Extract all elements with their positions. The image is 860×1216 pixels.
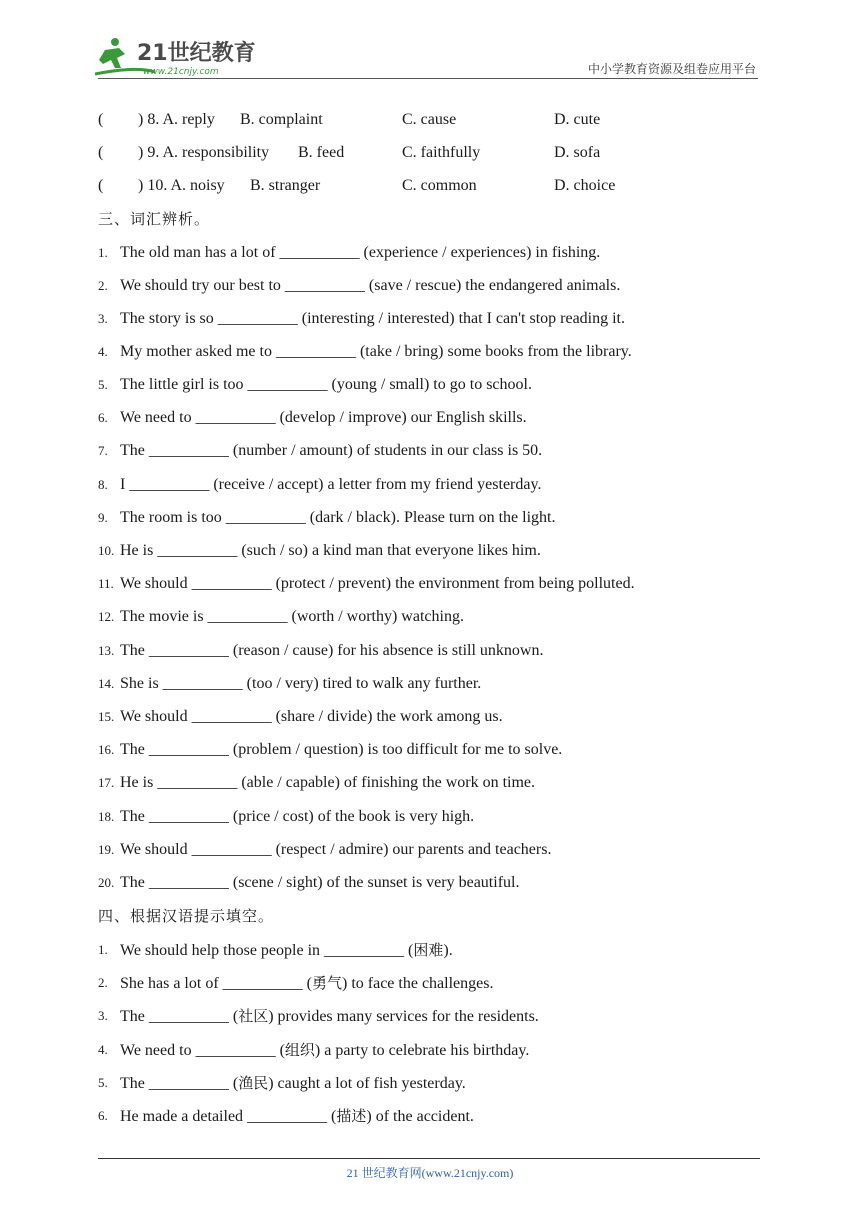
item-number: 1. [98,942,108,957]
list-item [98,674,738,694]
list-item [98,840,738,860]
option-b: B. complaint [240,111,323,128]
option-d: D. cute [554,111,601,128]
item-text [120,940,453,961]
chinese-hint: 社区 [238,1007,269,1025]
item-text [120,1106,474,1127]
item-text-before: The __________ ( [120,1008,239,1025]
item-text: We should __________ (respect / admire) our parents and teachers. [120,841,552,858]
page-header [0,0,860,82]
list-item [98,807,738,827]
item-text-after: ) a party to celebrate his birthday. [314,1042,530,1059]
option-c: C. cause [402,111,457,128]
choice-question [98,110,718,130]
item-text: He is __________ (such / so) a kind man that everyone likes him. [120,542,541,559]
item-text: The __________ (scene / sight) of the sunset is very beautiful. [120,874,520,891]
item-number: 19. [98,842,115,857]
item-number: 5. [98,377,108,392]
option-c: C. faithfully [402,144,481,161]
item-number: 11. [98,576,114,591]
item-text: The movie is __________ (worth / worthy) watching. [120,608,464,625]
item-number: 6. [98,1108,108,1123]
item-number: 15. [98,709,115,724]
option-b: B. stranger [250,177,321,194]
list-item [98,940,738,960]
chinese-hint: 描述 [336,1107,367,1125]
item-text: The old man has a lot of __________ (experience / experiences) in fishing. [120,244,601,261]
item-number: 17. [98,775,115,790]
item-number: 1. [98,245,108,260]
item-number: 18. [98,809,115,824]
choice-question [98,143,718,163]
item-number: 6. [98,410,108,425]
list-item [98,707,738,727]
list-item [98,508,738,528]
item-text-before: He made a detailed __________ ( [120,1108,337,1125]
item-text: The story is so __________ (interesting / interested) that I can't stop reading it. [120,310,625,327]
bracket: ( [98,111,104,128]
item-text [120,1006,539,1027]
option-a: ) 8. A. reply [138,111,215,128]
bracket: ( [98,177,104,194]
list-item [98,243,738,263]
item-number: 13. [98,643,115,658]
item-number: 9. [98,510,108,525]
item-text [120,1040,529,1061]
item-number: 12. [98,609,115,624]
choice-question [98,176,718,196]
item-text-before: She has a lot of __________ ( [120,975,312,992]
item-number: 5. [98,1075,108,1090]
option-c: C. common [402,177,477,194]
item-number: 16. [98,742,115,757]
item-text: We need to __________ (develop / improve) our English skills. [120,409,527,426]
list-item [98,375,738,395]
chinese-hint: 勇气 [311,974,342,992]
item-text-before: We should help those people in __________ ( [120,942,414,959]
item-number: 4. [98,344,108,359]
item-text: We should try our best to __________ (save / rescue) the endangered animals. [120,277,621,294]
item-text: The room is too __________ (dark / black). Please turn on the light. [120,509,556,526]
item-text: The __________ (reason / cause) for his absence is still unknown. [120,642,544,659]
option-a: ) 9. A. responsibility [138,144,270,161]
section-heading: 三、词汇辨析。 [98,210,211,228]
chinese-hint: 困难 [413,941,444,959]
item-text: We should __________ (share / divide) the work among us. [120,708,503,725]
chinese-hint: 渔民 [238,1074,269,1092]
item-number: 2. [98,278,108,293]
item-text-after: ) to face the challenges. [342,975,494,992]
list-item [98,873,738,893]
item-text-after: ) of the accident. [366,1108,474,1125]
item-text [120,973,493,994]
item-text-before: The __________ ( [120,1075,239,1092]
item-text: The little girl is too __________ (young / small) to go to school. [120,376,532,393]
list-item [98,1040,738,1060]
list-item [98,641,738,661]
list-item [98,475,738,495]
logo-main-text: 21世纪教育 [137,41,256,66]
item-text-after: ) provides many services for the residents. [268,1008,539,1025]
option-d: D. choice [554,177,616,194]
list-item [98,309,738,329]
item-text [120,1073,466,1094]
item-text: My mother asked me to __________ (take / bring) some books from the library. [120,343,632,360]
item-text: I __________ (receive / accept) a letter from my friend yesterday. [120,476,542,493]
item-text: She is __________ (too / very) tired to walk any further. [120,675,482,692]
section-heading: 四、根据汉语提示填空。 [98,907,275,925]
item-text-after: ). [443,942,453,959]
item-text: The __________ (price / cost) of the book is very high. [120,808,475,825]
footer-divider [98,1158,760,1159]
footer-link[interactable]: 21 世纪教育网(www.21cnjy.com) [346,1166,514,1180]
list-item [98,1106,738,1126]
list-item [98,541,738,561]
list-item [98,773,738,793]
list-item [98,740,738,760]
logo-url-text: www.21cnjy.com [143,67,219,77]
list-item [98,1073,738,1093]
item-number: 2. [98,975,108,990]
list-item [98,1006,738,1026]
option-d: D. sofa [554,144,601,161]
chinese-hint: 组织 [284,1041,315,1059]
item-number: 7. [98,443,108,458]
item-number: 20. [98,875,115,890]
item-number: 3. [98,1008,108,1023]
list-item [98,408,738,428]
list-item [98,574,738,594]
item-text-before: We need to __________ ( [120,1042,285,1059]
item-number: 14. [98,676,115,691]
option-a: ) 10. A. noisy [138,177,225,194]
item-text: We should __________ (protect / prevent) the environment from being polluted. [120,575,635,592]
option-b: B. feed [298,144,345,161]
item-number: 10. [98,543,115,558]
item-text-after: ) caught a lot of fish yesterday. [268,1075,466,1092]
item-text: He is __________ (able / capable) of finishing the work on time. [120,774,536,791]
list-item [98,276,738,296]
item-number: 3. [98,311,108,326]
bracket: ( [98,144,104,161]
list-item [98,973,738,993]
item-number: 8. [98,477,108,492]
header-divider [98,78,758,79]
item-text: The __________ (number / amount) of students in our class is 50. [120,442,543,459]
platform-title: 中小学教育资源及组卷应用平台 [587,62,756,76]
item-number: 4. [98,1042,108,1057]
list-item [98,607,738,627]
list-item [98,441,738,461]
item-text: The __________ (problem / question) is too difficult for me to solve. [120,741,563,758]
list-item [98,342,738,362]
logo [95,34,265,78]
